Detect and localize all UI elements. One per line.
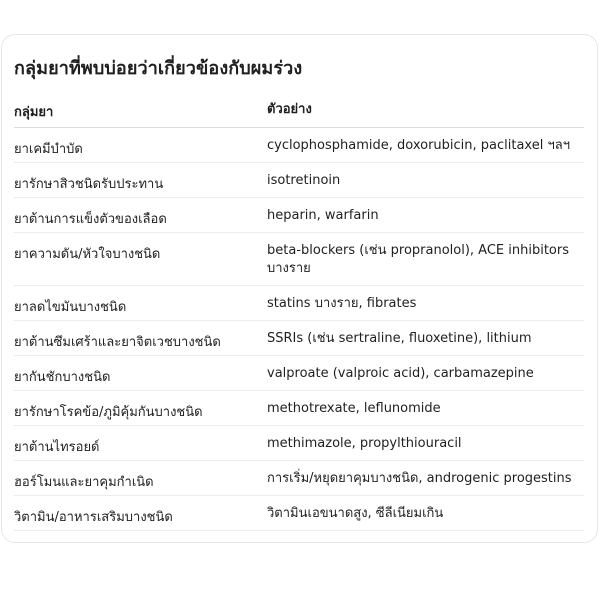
table-row	[14, 162, 584, 197]
header-example: ตัวอย่าง	[267, 93, 584, 127]
table-row	[14, 460, 584, 495]
cell-example: methimazole, propylthiouracil	[267, 425, 584, 460]
cell-example: beta-blockers (เช่น propranolol), ACE inhibitors บางราย	[267, 232, 584, 285]
cell-example: valproate (valproic acid), carbamazepine	[267, 355, 584, 390]
cell-group: ยากันชักบางชนิด	[14, 355, 267, 390]
cell-group: ยารักษาสิวชนิดรับประทาน	[14, 162, 267, 197]
cell-example: methotrexate, leflunomide	[267, 390, 584, 425]
cell-example: statins บางราย, fibrates	[267, 285, 584, 320]
cell-group: ฮอร์โมนและยาคุมกำเนิด	[14, 460, 267, 495]
cell-group: ยาต้านการแข็งตัวของเลือด	[14, 197, 267, 232]
table-row	[14, 495, 584, 530]
table-row	[14, 425, 584, 460]
cell-example: isotretinoin	[267, 162, 584, 197]
card-title: กลุ่มยาที่พบบ่อยว่าเกี่ยวข้องกับผมร่วง	[14, 58, 303, 79]
cell-group: ยาต้านซึมเศร้าและยาจิตเวชบางชนิด	[14, 320, 267, 355]
medication-card	[1, 34, 598, 543]
cell-group: วิตามิน/อาหารเสริมบางชนิด	[14, 495, 267, 530]
cell-group: ยารักษาโรคข้อ/ภูมิคุ้มกันบางชนิด	[14, 390, 267, 425]
table-row	[14, 285, 584, 320]
table-header-row	[14, 93, 584, 127]
cell-group: ยาเคมีบำบัด	[14, 127, 267, 162]
cell-group: ยาลดไขมันบางชนิด	[14, 285, 267, 320]
medication-table	[14, 93, 584, 531]
table-row	[14, 197, 584, 232]
cell-group: ยาความดัน/หัวใจบางชนิด	[14, 232, 267, 285]
cell-example: การเริ่ม/หยุดยาคุมบางชนิด, androgenic progestins	[267, 460, 584, 495]
table-row	[14, 127, 584, 162]
table-row	[14, 390, 584, 425]
table-row	[14, 355, 584, 390]
cell-example: cyclophosphamide, doxorubicin, paclitaxel ฯลฯ	[267, 127, 584, 162]
cell-example: heparin, warfarin	[267, 197, 584, 232]
cell-example: วิตามินเอขนาดสูง, ซีลีเนียมเกิน	[267, 495, 584, 530]
header-group: กลุ่มยา	[14, 93, 267, 127]
table-row	[14, 232, 584, 285]
cell-group: ยาต้านไทรอยด์	[14, 425, 267, 460]
table-row	[14, 320, 584, 355]
cell-example: SSRIs (เช่น sertraline, fluoxetine), lithium	[267, 320, 584, 355]
